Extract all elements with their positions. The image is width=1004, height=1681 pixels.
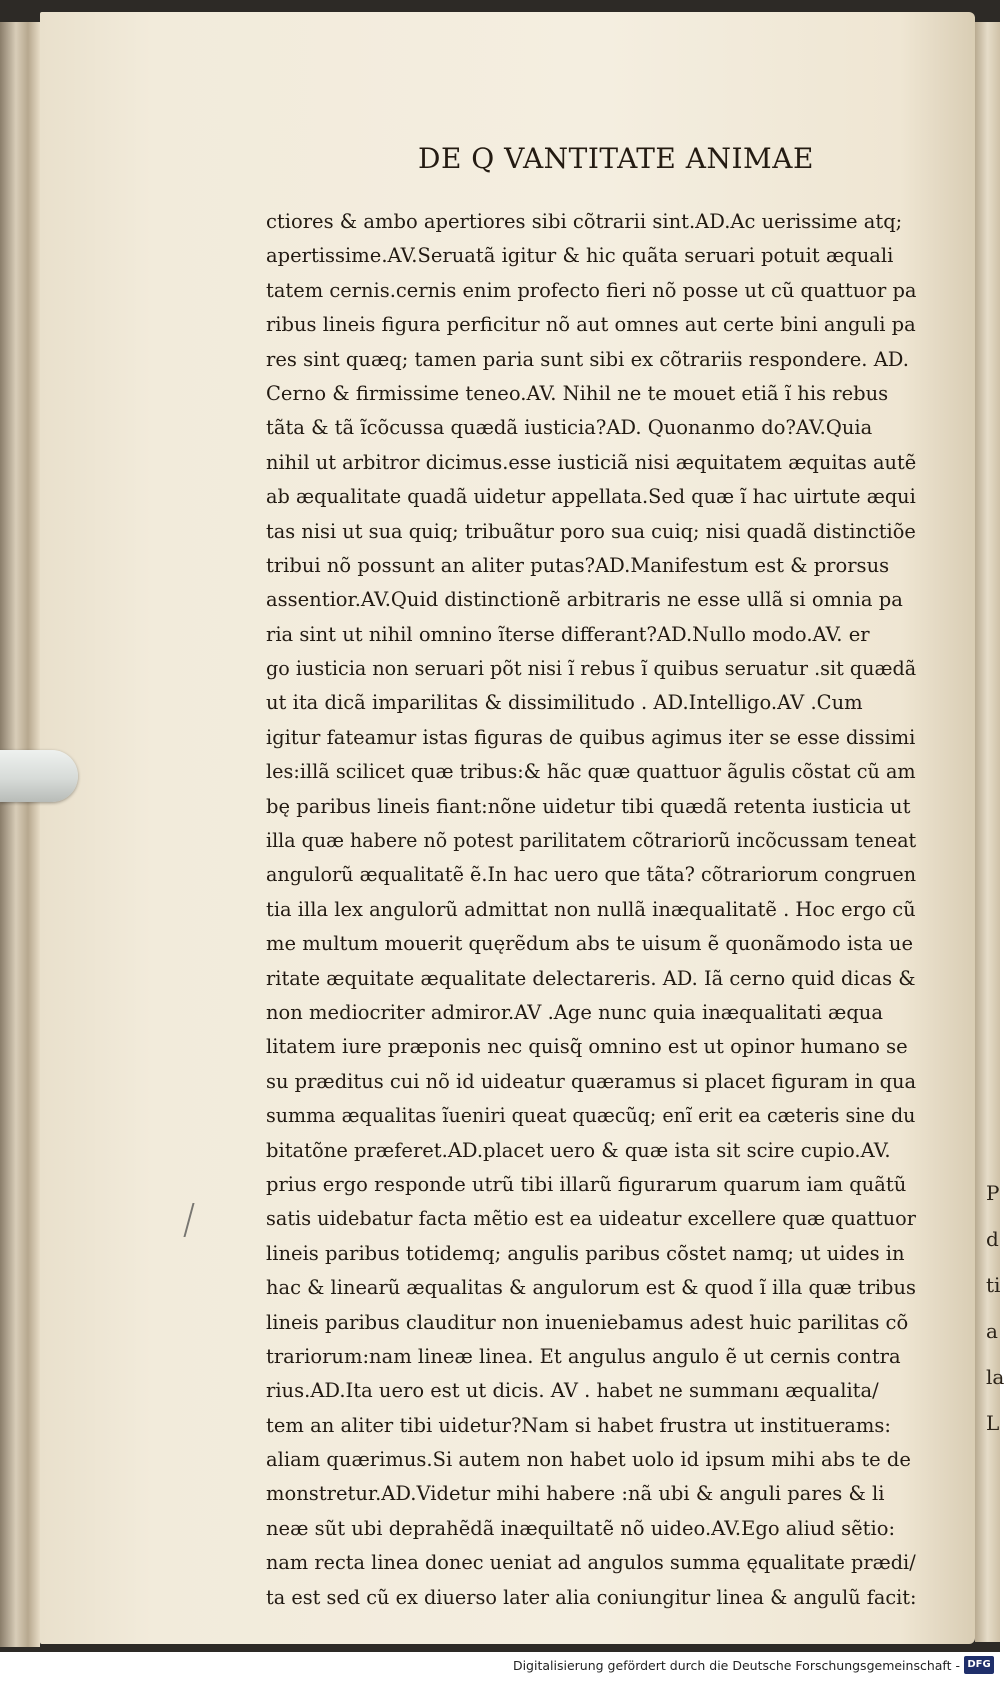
body-text — [266, 205, 916, 1615]
text-line: litatem iure præponis nec quisq̃ omnino est ut opinor humano se — [266, 1035, 908, 1059]
page-tab-marker — [0, 750, 78, 802]
text-line: bitatõne præferet.AD.placet uero & quæ ista sit scire cupio.AV. — [266, 1138, 891, 1162]
text-line: me multum mouerit quęrẽdum abs te uisum ẽ quonãmodo ista ue — [266, 932, 913, 956]
text-line: ta est sed cũ ex diuerso later alia coniungitur linea & angulũ facit: — [266, 1585, 917, 1609]
text-line: ab æqualitate quadã uidetur appellata.Sed quæ ĩ hac uirtute æqui — [266, 485, 916, 509]
fragment-glyph: d — [986, 1227, 999, 1251]
text-line: ria sint ut nihil omnino ĩterse differant?AD.Nullo modo.AV. er — [266, 622, 870, 646]
text-line: angulorũ æqualitatẽ ẽ.In hac uero que tãta? cõtrariorum congruen — [266, 863, 917, 887]
book-left-edge — [0, 22, 40, 1647]
fragment-glyph: L — [986, 1411, 1000, 1435]
text-line: illa quæ habere nõ potest parilitatem cõtrariorũ incõcussam teneat — [266, 829, 917, 853]
text-line: ut ita dicã imparilitas & dissimilitudo . AD.Intelligo.AV .Cum — [266, 691, 863, 715]
text-line: nihil ut arbitror dicimus.esse iusticiã nisi æquitatem æquitas autẽ — [266, 450, 917, 474]
fragment-glyph: a — [986, 1319, 998, 1343]
text-line: tem an aliter tibi uidetur?Nam si habet frustra ut instituerams: — [266, 1413, 891, 1437]
fragment-glyph: P — [986, 1181, 1000, 1205]
footer-bar — [0, 1652, 1000, 1681]
text-line: tribui nõ possunt an aliter putas?AD.Manifestum est & prorsus — [266, 553, 890, 577]
text-line: ritate æquitate æqualitate delectareris. AD. Iã cerno quid dicas & — [266, 966, 916, 990]
fragment-glyph: la — [986, 1365, 1004, 1389]
text-line: rius.AD.Ita uero est ut dicis. AV . habet ne summanı æqualita/ — [266, 1379, 879, 1403]
text-line: Cerno & firmissime teneo.AV. Nihil ne te mouet etiã ĩ his rebus — [266, 381, 889, 405]
text-line: tãta & tã ĩcõcussa quædã iusticia?AD. Quonanmo do?AV.Quia — [266, 416, 873, 440]
text-line: non mediocriter admiror.AV .Age nunc quia inæqualitati æqua — [266, 1000, 883, 1024]
text-line: lineis paribus clauditur non inueniebamus adest huic parilitas cõ — [266, 1310, 909, 1334]
text-line: les:illã scilicet quæ tribus:& hãc quæ quattuor ãgulis cõstat cũ am — [266, 760, 916, 784]
fragment-glyph: ti — [986, 1273, 1001, 1297]
text-line: tatem cernis.cernis enim profecto fieri nõ posse ut cũ quattuor pa — [266, 278, 917, 302]
text-line: lineis paribus totidemq; angulis paribus cõstet namq; ut uides in — [266, 1241, 905, 1265]
text-line: nam recta linea donec ueniat ad angulos summa ęqualitate prædi/ — [266, 1551, 916, 1575]
text-line: summa æqualitas ĩueniri queat quæcũq; enĩ erit ea cæteris sine du — [266, 1104, 916, 1128]
text-line: tia illa lex angulorũ admittat non nullã inæqualitatẽ . Hoc ergo cũ — [266, 897, 916, 921]
text-line: ctiores & ambo apertiores sibi cõtrarii sint.AD.Ac uerissime atq; — [266, 210, 903, 233]
text-line: tas nisi ut sua quiq; tribuãtur poro sua cuiq; nisi quadã distinctiõe — [266, 519, 916, 543]
text-line: trariorum:nam lineæ linea. Et angulus angulo ẽ ut cernis contra — [266, 1344, 901, 1368]
text-line: ribus lineis figura perficitur nõ aut omnes aut certe bini anguli pa — [266, 313, 916, 337]
text-line: su præditus cui nõ id uideatur quæramus si placet figuram in qua — [266, 1069, 917, 1093]
text-line: apertissime.AV.Seruatã igitur & hic quãta seruari potuit æquali — [266, 244, 894, 268]
text-line: assentior.AV.Quid distinctionẽ arbitraris ne esse ullã si omnia pa — [266, 588, 903, 612]
text-line: go iusticia non seruari põt nisi ĩ rebus ĩ quibus seruatur .sit quædã — [266, 657, 917, 681]
text-line: aliam quærimus.Si autem non habet uolo id ipsum mihi abs te de — [266, 1448, 911, 1472]
text-line: prius ergo responde utrũ tibi illarũ figurarum quarum iam quãtũ — [266, 1172, 907, 1196]
footer-credit: Digitalisierung gefördert durch die Deutsche Forschungsgemeinschaft - — [512, 1658, 960, 1673]
text-line: monstretur.AD.Videtur mihi habere :nã ubi & anguli pares & li — [266, 1482, 885, 1506]
facing-page-fragment — [986, 1170, 1004, 1446]
text-line: res sint quæq; tamen paria sunt sibi ex cõtrariis respondere. AD. — [266, 347, 909, 371]
text-line: satis uidebatur facta mẽtio est ea uideatur excellere quæ quattuor — [266, 1207, 916, 1231]
text-line: bę paribus lineis fiant:nõne uidetur tibi quædã retenta iusticia ut — [266, 794, 911, 818]
running-header: DE Q VANTITATE ANIMAE — [418, 142, 814, 175]
dfg-logo: DFG — [964, 1656, 994, 1674]
text-line: hac & linearũ æqualitas & angulorum est & quod ĩ illa quæ tribus — [266, 1276, 916, 1300]
text-line: neæ sũt ubi deprahẽdã inæquiltatẽ nõ uideo.AV.Ego aliud sẽtio: — [266, 1516, 896, 1540]
text-line: igitur fateamur istas figuras de quibus agimus iter se esse dissimi — [266, 725, 916, 749]
